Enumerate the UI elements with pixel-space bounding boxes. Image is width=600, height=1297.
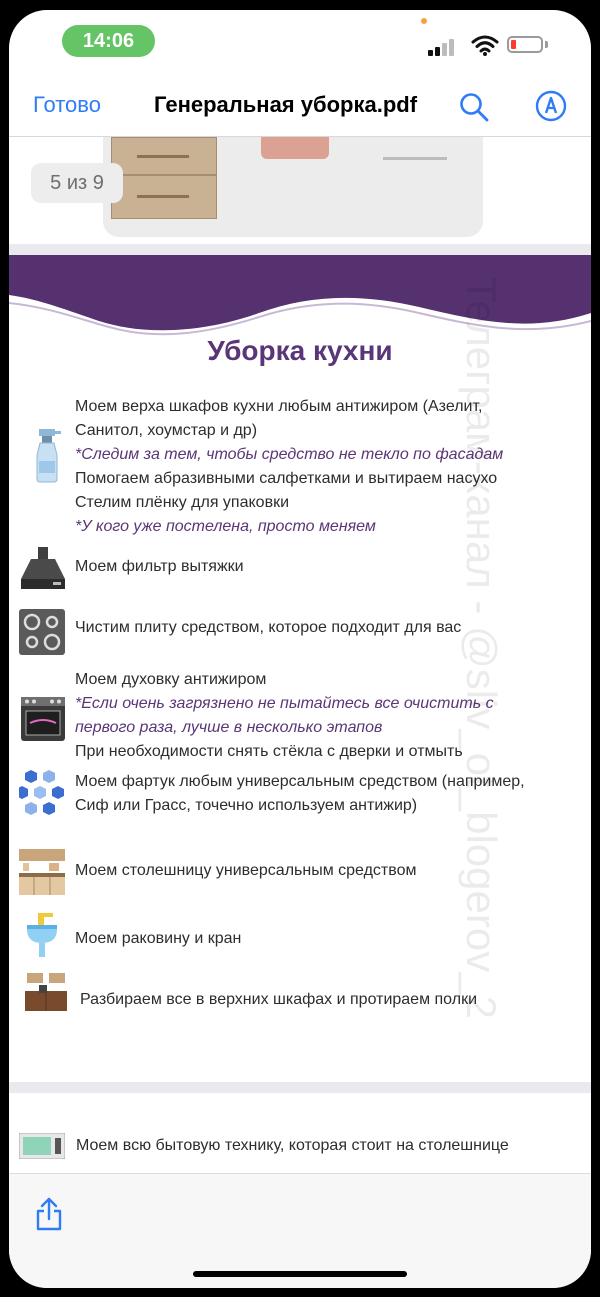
battery-icon	[507, 36, 543, 53]
text-line: Санитол, хоумстар и др)	[75, 422, 258, 439]
spray-bottle-icon	[33, 427, 63, 483]
share-icon[interactable]	[34, 1197, 64, 1231]
note-line: первого раза, лучше в несколько этапов	[75, 719, 383, 736]
text-line: Моем столешницу универсальным средством	[75, 862, 417, 879]
pdf-viewer[interactable]	[9, 137, 591, 1173]
markup-pen-icon[interactable]	[535, 90, 567, 122]
status-time[interactable]: 14:06	[62, 25, 155, 57]
page-counter-badge: 5 из 9	[31, 163, 123, 203]
sink-icon	[23, 911, 61, 959]
text-line: Помогаем абразивными салфетками и вытираем насухо	[75, 470, 498, 487]
microwave-icon	[19, 1133, 65, 1159]
text-line: Моем фартук любым универсальным средством (например,	[75, 773, 525, 790]
range-hood-icon	[19, 547, 67, 591]
battery-cap	[545, 41, 548, 48]
next-page	[9, 1093, 591, 1173]
done-button[interactable]: Готово	[33, 92, 101, 117]
search-icon[interactable]	[459, 92, 489, 122]
cabinets-icon	[25, 973, 67, 1011]
kitchen-counter-icon	[19, 849, 65, 895]
text-line: Чистим плиту средством, которое подходит для вас	[75, 619, 462, 636]
note-line: *Следим за тем, чтобы средство не текло по фасадам	[75, 446, 504, 463]
text-line: Моем духовку антижиром	[75, 671, 267, 688]
note-line: *У кого уже постелена, просто меняем	[75, 518, 376, 535]
pdf-page	[9, 255, 591, 1082]
privacy-indicator-dot	[421, 18, 427, 24]
previous-page	[9, 137, 591, 244]
note-line: *Если очень загрязнено не пытайтесь все очистить с	[75, 695, 494, 712]
text-line: Моем верха шкафов кухни любым антижиром (Азелит,	[75, 398, 483, 415]
home-indicator[interactable]	[193, 1271, 407, 1277]
section-title: Уборка кухни	[207, 335, 393, 366]
text-line: Сиф или Грасс, точечно используем антижир)	[75, 797, 418, 814]
oven-icon	[21, 697, 65, 741]
document-title: Генеральная уборка.pdf	[154, 92, 418, 117]
text-line: Разбираем все в верхних шкафах и протираем полки	[80, 991, 477, 1008]
illustration-detail	[383, 157, 447, 160]
bottom-toolbar	[9, 1173, 591, 1288]
phone-screen	[9, 10, 591, 1288]
drawer-handle	[137, 155, 189, 158]
drawer-handle	[137, 195, 189, 198]
text-line: Моем фильтр вытяжки	[75, 558, 244, 575]
text-line: Стелим плёнку для упаковки	[75, 494, 290, 511]
text-line: При необходимости снять стёкла с дверки и отмыть	[75, 743, 463, 760]
text-line: Моем всю бытовую технику, которая стоит на столешнице	[76, 1137, 509, 1154]
cellular-signal-icon	[428, 36, 462, 56]
navigation-bar	[9, 72, 591, 137]
illustration-detail	[261, 137, 329, 159]
text-line: Моем раковину и кран	[75, 930, 242, 947]
wifi-icon	[471, 34, 499, 56]
stove-icon	[19, 609, 65, 655]
status-bar	[9, 10, 591, 72]
header-wave-banner	[9, 255, 591, 345]
hexagon-tiles-icon	[19, 767, 65, 819]
